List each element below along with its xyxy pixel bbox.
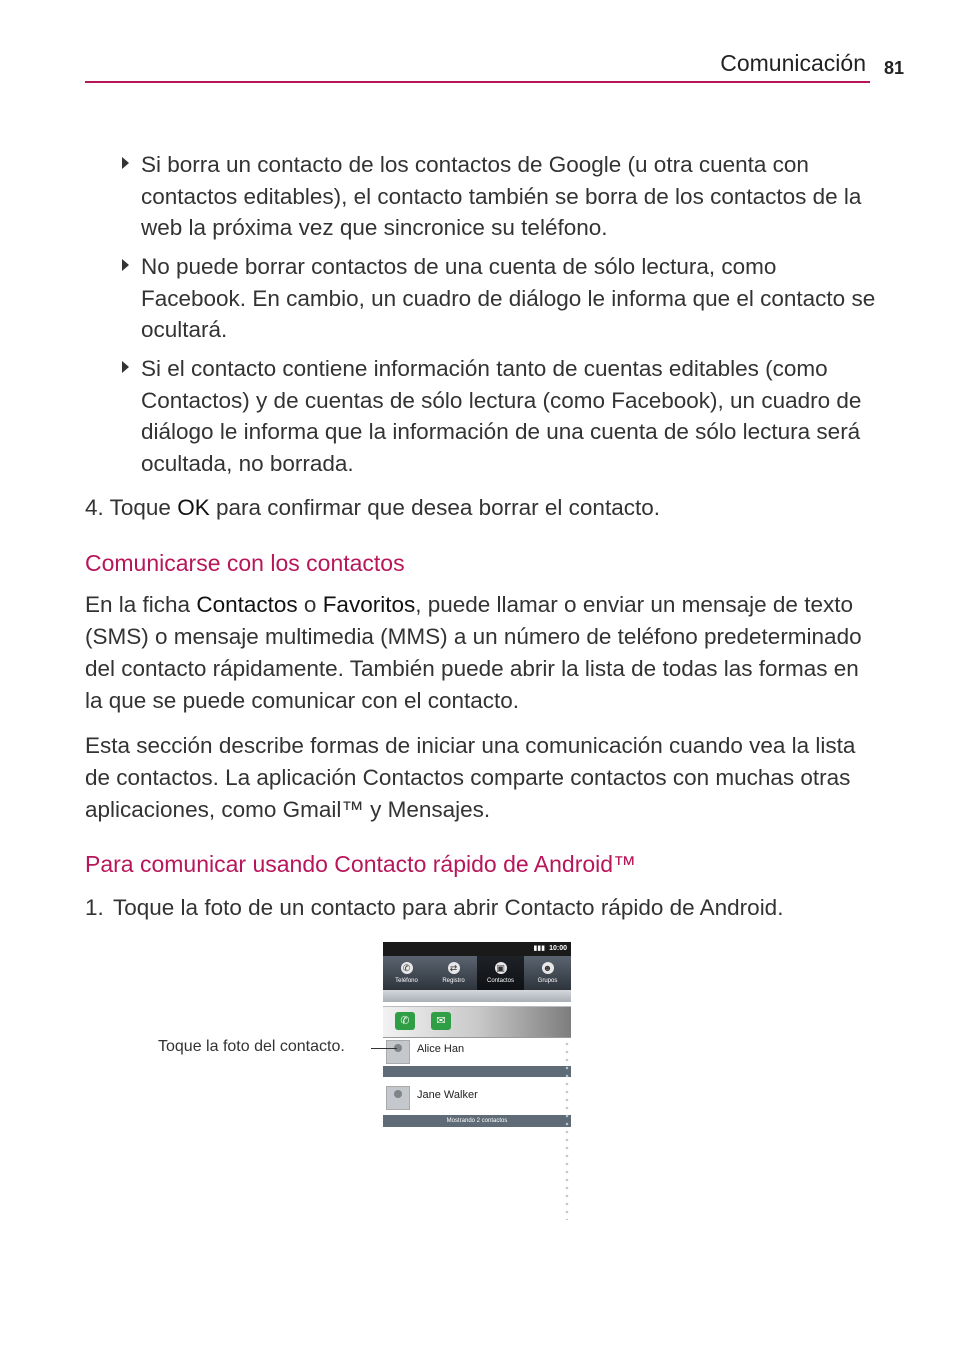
contacts-icon: ▣ [496, 963, 505, 973]
contact-photo[interactable] [386, 1086, 410, 1110]
contact-row[interactable] [383, 1038, 571, 1064]
contact-name: Alice Han [417, 1043, 465, 1055]
bullet-item-2: No puede borrar contactos de una cuenta de sólo lectura, como Facebook. En cambio, un cuadro de diálogo le informa que el contacto se ocultará. [141, 254, 876, 342]
search-strip [383, 990, 571, 1002]
step-4-prefix: Toque [109, 495, 171, 520]
quick-contact-bar [383, 1006, 571, 1038]
tab-contactos[interactable] [477, 956, 524, 990]
index-scrollbar[interactable] [565, 1040, 569, 1220]
header-rule [85, 81, 870, 83]
bullet-arrow-icon [122, 361, 129, 373]
bullet-arrow-icon [122, 157, 129, 169]
status-time: 10:00 [549, 945, 567, 952]
contact-photo[interactable] [386, 1040, 410, 1064]
bullet-arrow-icon [122, 259, 129, 271]
step-1 [85, 892, 885, 924]
page-number: 81 [884, 58, 905, 78]
callout-label: Toque la foto del contacto. [158, 1038, 345, 1055]
para-text: o [303, 592, 317, 617]
phone-screenshot [383, 942, 571, 1128]
step-4-number: 4. [85, 495, 104, 520]
contact-row[interactable] [383, 1084, 571, 1110]
step-4-ok: OK [177, 495, 210, 520]
tab-telefono[interactable] [383, 956, 430, 990]
tab-label: Grupos [537, 978, 558, 984]
header-title: Comunicación [720, 50, 866, 76]
bullet-item-1: Si borra un contacto de los contactos de Google (u otra cuenta con contactos editables), el contacto también se borra de los contactos de la web la próxima vez que sincronice su teléfono. [141, 152, 862, 240]
callout-line [371, 1048, 397, 1049]
tab-label: Contactos [486, 978, 514, 984]
favoritos-tab-ref: Favoritos [322, 592, 416, 617]
step-1-text: Toque la foto de un contacto para abrir Contacto rápido de Android. [113, 895, 784, 920]
phone-icon: ✆ [401, 962, 413, 974]
section-heading-quick-contact: Para comunicar usando Contacto rápido de Android™ [85, 851, 637, 877]
message-button[interactable]: ✉ [431, 1012, 451, 1030]
contact-name: Jane Walker [417, 1089, 478, 1101]
call-button[interactable]: ✆ [395, 1012, 415, 1030]
section-1-paragraph-2: Esta sección describe formas de iniciar una comunicación cuando vea la lista de contactos. La aplicación Contactos comparte contactos con muchas otras aplicaciones, como Gmail™ y Mensajes. [85, 733, 856, 822]
tab-grupos[interactable] [524, 956, 571, 990]
section-divider [383, 1066, 571, 1077]
signal-icon: ▮▮▮ [533, 945, 546, 952]
step-4-suffix: para confirmar que desea borrar el contacto. [215, 495, 660, 520]
tab-bar [383, 956, 571, 990]
bullet-item-3: Si el contacto contiene información tanto de cuentas editables (como Contactos) y de cuentas de sólo lectura (como Facebook), un cuadro de diálogo le informa que la información de una cuenta de sólo lectura será ocultada, no borrada. [141, 356, 862, 476]
tab-registro[interactable] [430, 956, 477, 990]
tab-label: Teléfono [395, 978, 418, 984]
call-log-icon: ⇄ [448, 962, 460, 974]
contactos-tab-ref: Contactos [196, 592, 298, 617]
status-bar [383, 942, 571, 956]
para-text: En la ficha [85, 592, 191, 617]
contact-count-footer: Mostrando 2 contactos [383, 1115, 571, 1127]
section-heading-contact: Comunicarse con los contactos [85, 550, 405, 576]
groups-icon: ☻ [542, 963, 553, 973]
para-text: , puede llamar o enviar un mensaje de texto (SMS) o mensaje multimedia (MMS) a un número de teléfono predeterminado del contacto rápidamente. También puede abrir la lista de todas las formas en la que se puede comunicar con el contacto. [85, 592, 862, 713]
step-4 [85, 492, 885, 524]
section-1-paragraph-1 [85, 589, 875, 717]
tab-label: Registro [442, 978, 465, 984]
step-1-number: 1. [85, 895, 104, 920]
